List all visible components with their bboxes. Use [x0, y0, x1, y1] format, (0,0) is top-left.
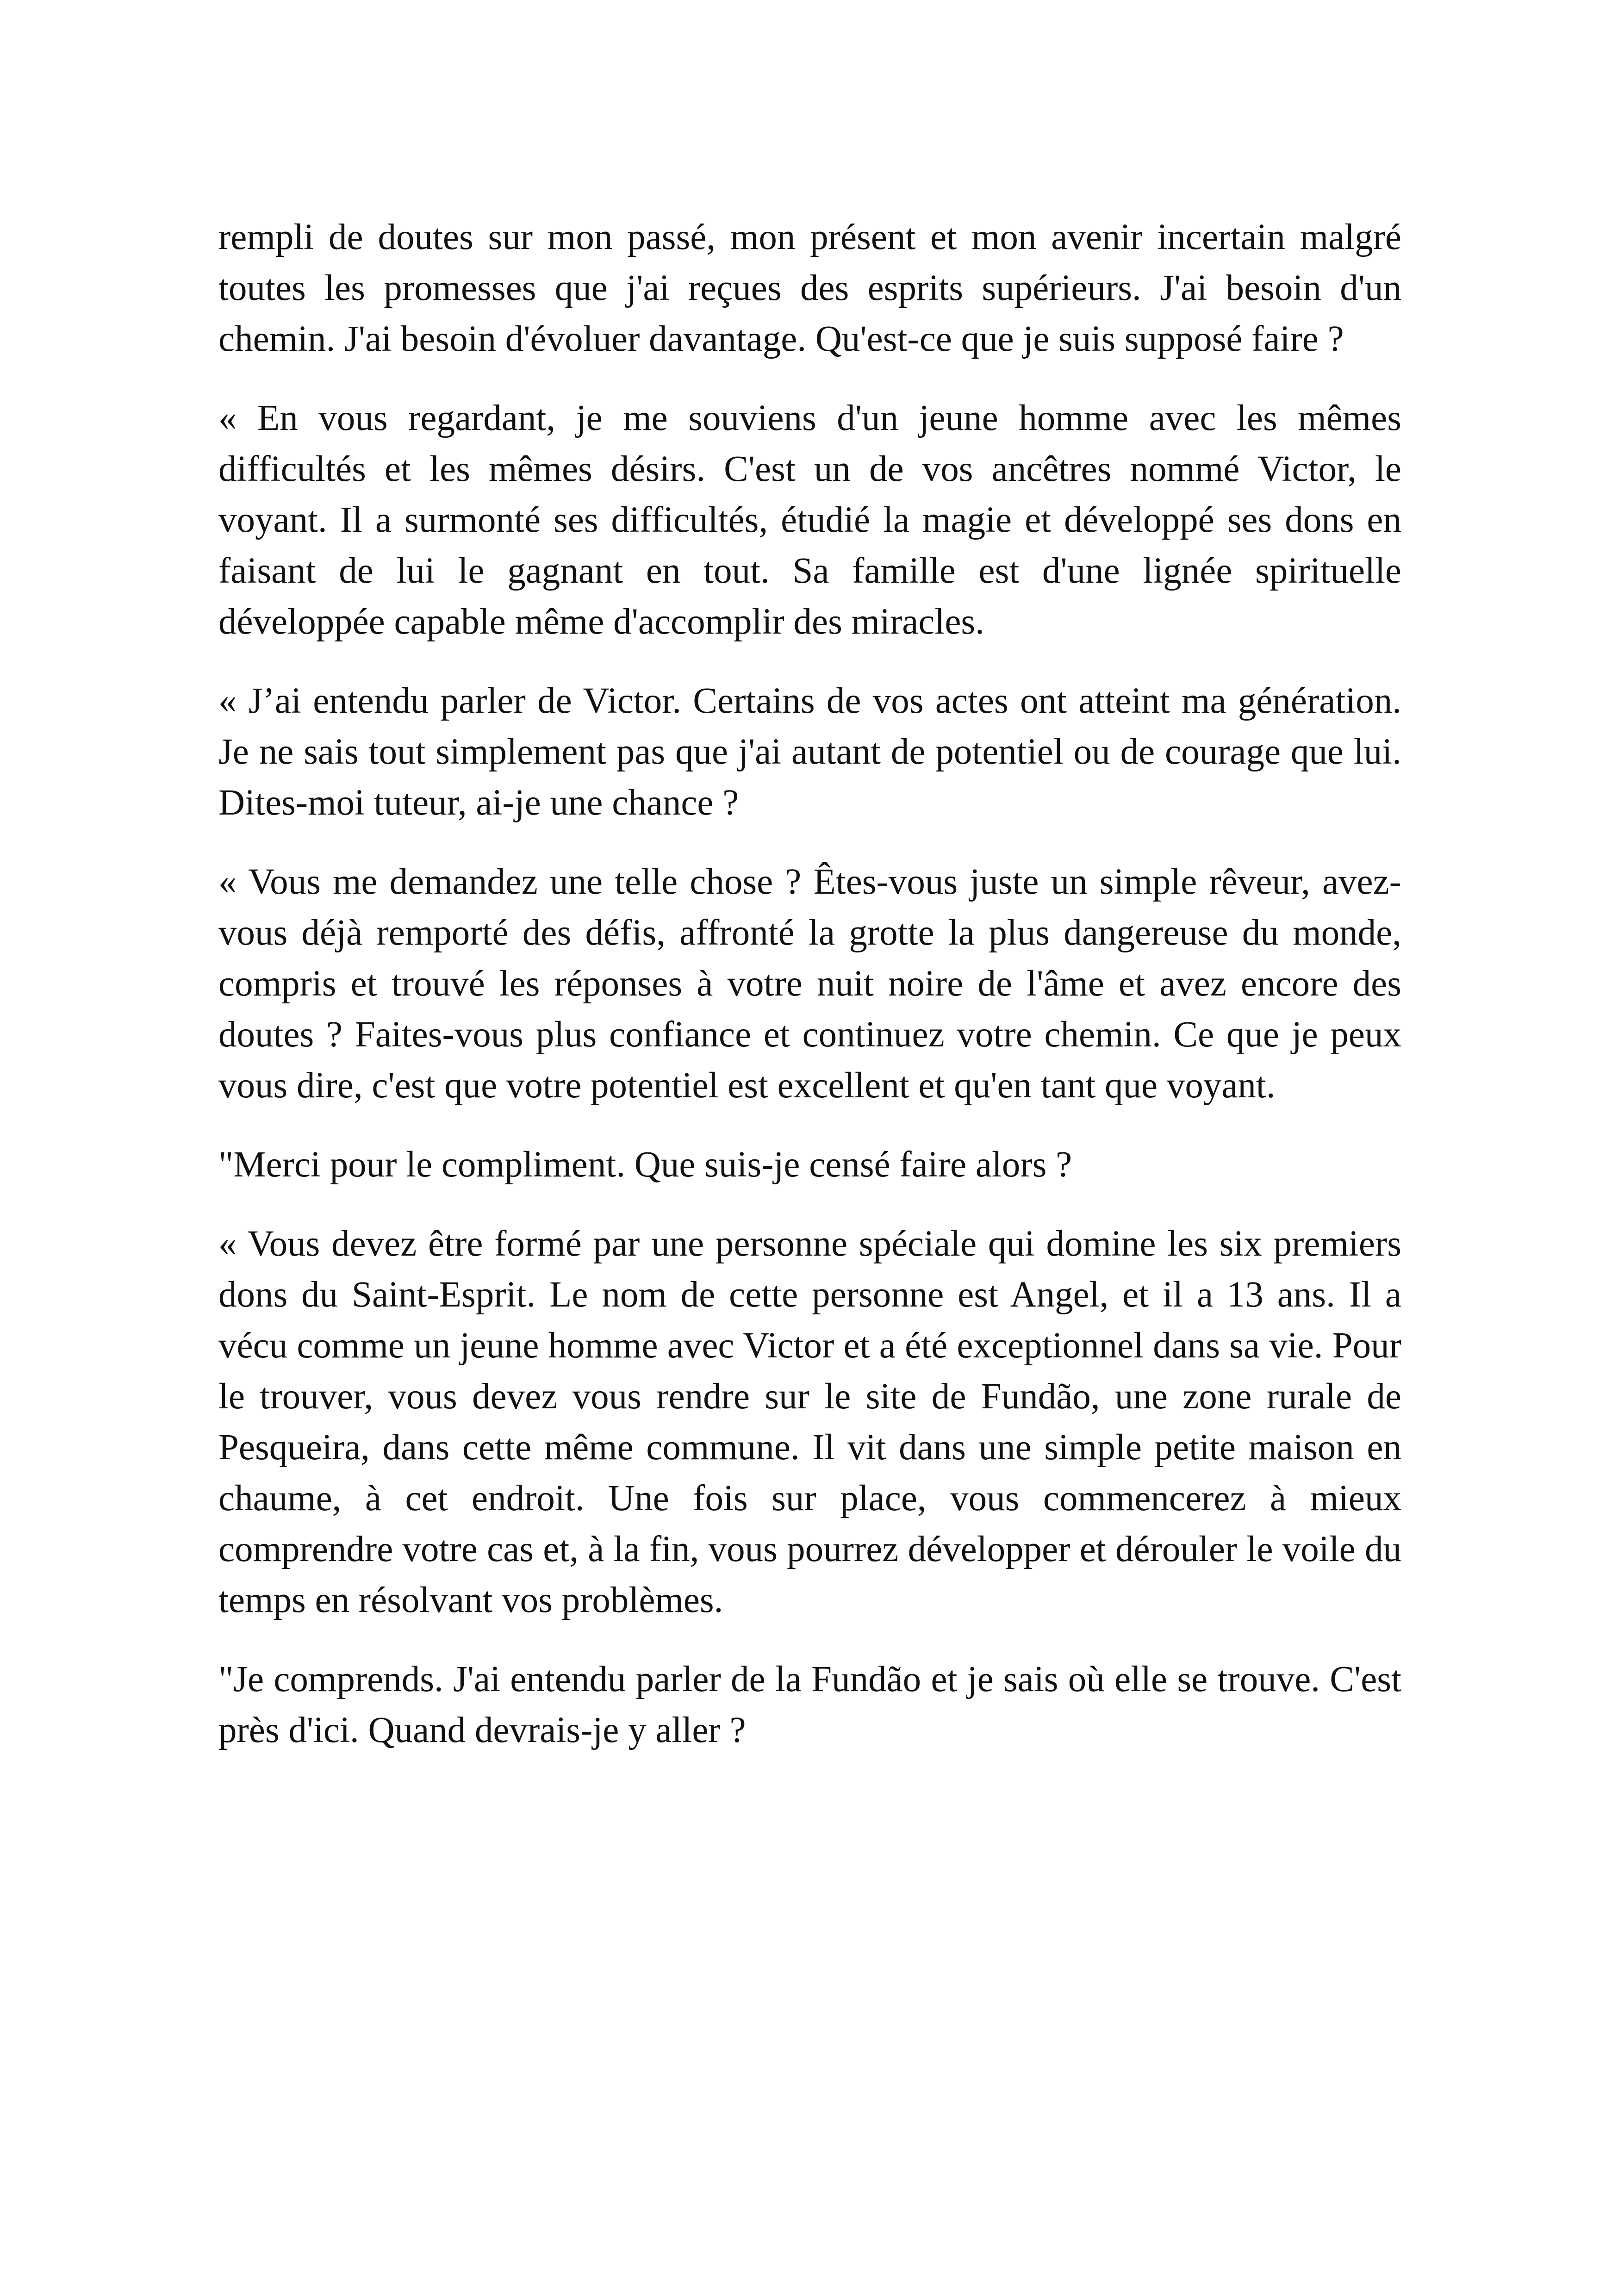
paragraph-1: rempli de doutes sur mon passé, mon présent et mon avenir incertain malgré toutes les promesses que j'ai reçues des esprits supérieurs. J'ai besoin d'un chemin. J'ai besoin d'évoluer davantage. Qu'est-ce que je suis supposé faire ? [218, 217, 1401, 359]
paragraph-5: "Merci pour le compliment. Que suis-je censé faire alors ? [218, 1145, 1072, 1185]
paragraph-4: « Vous me demandez une telle chose ? Êtes-vous juste un simple rêveur, avez-vous déjà remporté des défis, affronté la grotte la plus dangereuse du monde, compris et trouvé les réponses à votre nuit noire de l'âme et avez encore des doutes ? Faites-vous plus confiance et continuez votre chemin. Ce que je peux vous dire, c'est que votre potentiel est excellent et qu'en tant que voyant. [218, 862, 1401, 1106]
body-text [218, 212, 1401, 1756]
paragraph-2: « En vous regardant, je me souviens d'un jeune homme avec les mêmes difficultés et les mêmes désirs. C'est un de vos ancêtres nommé Victor, le voyant. Il a surmonté ses difficultés, étudié la magie et développé ses dons en faisant de lui le gagnant en tout. Sa famille est d'une lignée spirituelle développée capable même d'accomplir des miracles. [218, 398, 1401, 642]
paragraph-6: « Vous devez être formé par une personne spéciale qui domine les six premiers dons du Saint-Esprit. Le nom de cette personne est Angel, et il a 13 ans. Il a vécu comme un jeune homme avec Victor et a été exceptionnel dans sa vie. Pour le trouver, vous devez vous rendre sur le site de Fundão, une zone rurale de Pesqueira, dans cette même commune. Il vit dans une simple petite maison en chaume, à cet endroit. Une fois sur place, vous commencerez à mieux comprendre votre cas et, à la fin, vous pourrez développer et dérouler le voile du temps en résolvant vos problèmes. [218, 1224, 1401, 1620]
paragraph-7: "Je comprends. J'ai entendu parler de la Fundão et je sais où elle se trouve. C'est près d'ici. Quand devrais-je y aller ? [218, 1659, 1401, 1750]
paragraph-3: « J’ai entendu parler de Victor. Certains de vos actes ont atteint ma génération. Je ne sais tout simplement pas que j'ai autant de potentiel ou de courage que lui. Dites-moi tuteur, ai-je une chance ? [218, 681, 1401, 823]
